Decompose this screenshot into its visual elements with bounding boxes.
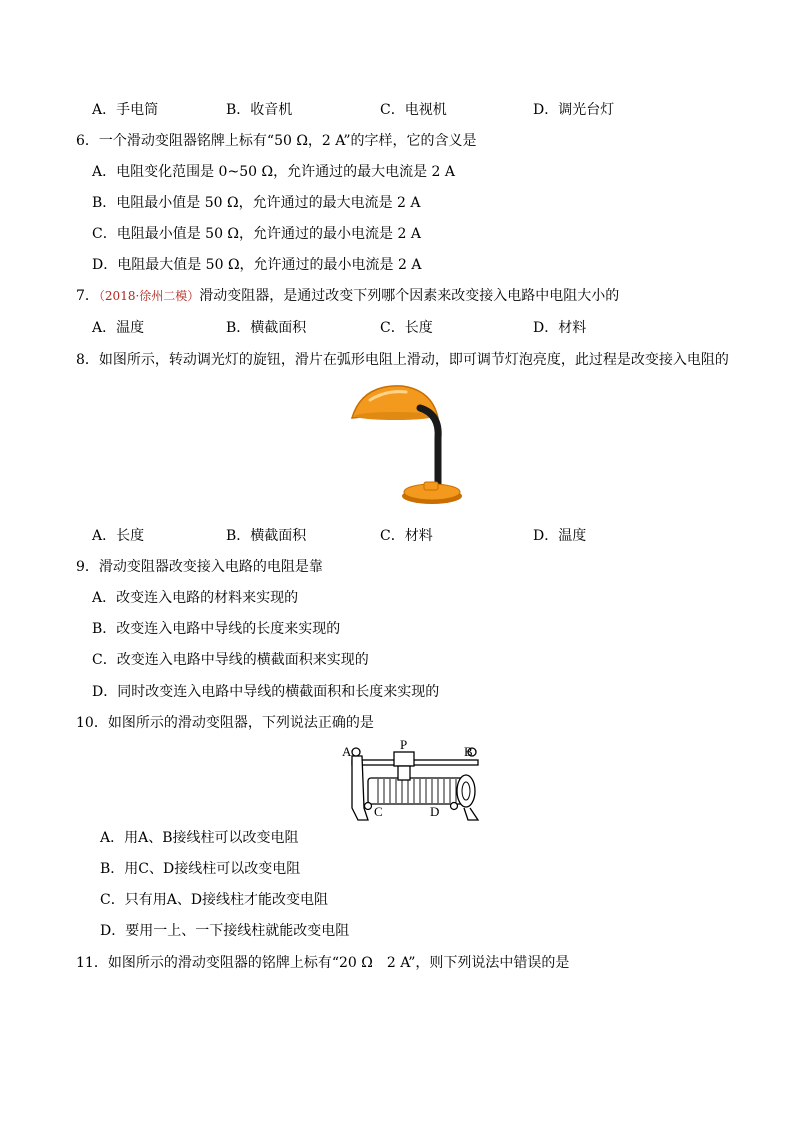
label-d: D xyxy=(430,804,440,819)
q9-option-c: C．改变连入电路中导线的横截面积来实现的 xyxy=(92,652,369,668)
q10-stem: 10．如图所示的滑动变阻器，下列说法正确的是 xyxy=(76,715,374,731)
q9-option-b: B．改变连入电路中导线的长度来实现的 xyxy=(92,621,341,637)
q10-option-d: D．要用一上、一下接线柱就能改变电阻 xyxy=(100,923,350,939)
q10-option-a: A．用A、B接线柱可以改变电阻 xyxy=(100,830,299,846)
q5-option-d: D．调光台灯 xyxy=(533,102,615,118)
q11-stem: 11．如图所示的滑动变阻器的铭牌上标有“20 Ω 2 A”，则下列说法中错误的是 xyxy=(76,955,570,971)
label-p: P xyxy=(400,738,408,752)
slider-p xyxy=(394,752,414,766)
q8-stem: 8．如图所示，转动调光灯的旋钮，滑片在弧形电阻上滑动，即可调节灯泡亮度，此过程是改变接入电阻的 xyxy=(76,352,729,368)
q6-stem: 6．一个滑动变阻器铭牌上标有“50 Ω，2 A”的字样，它的含义是 xyxy=(76,133,477,149)
terminal-d-knob xyxy=(451,803,458,810)
terminal-a-knob xyxy=(352,748,360,756)
q6-option-d: D．电阻最大值是 50 Ω，允许通过的最小电流是 2 A xyxy=(92,257,422,273)
q7-option-d: D．材料 xyxy=(533,320,587,336)
q8-option-c: C．材料 xyxy=(380,528,433,544)
q7-text: 滑动变阻器，是通过改变下列哪个因素来改变接入电路中电阻大小的 xyxy=(199,288,620,304)
q7-number: 7． xyxy=(76,288,99,304)
q5-option-b: B．收音机 xyxy=(226,102,293,118)
q8-option-b: B．横截面积 xyxy=(226,528,307,544)
lamp-shade-rim xyxy=(355,412,435,420)
q8-option-a: A．长度 xyxy=(92,528,145,544)
label-c: C xyxy=(374,804,383,819)
label-b: B xyxy=(464,744,473,759)
label-a: A xyxy=(342,744,352,759)
q5-option-c: C．电视机 xyxy=(380,102,447,118)
q7-option-a: A．温度 xyxy=(92,320,145,336)
q6-option-a: A．电阻变化范围是 0~50 Ω，允许通过的最大电流是 2 A xyxy=(92,164,455,180)
q9-option-d: D．同时改变连入电路中导线的横截面积和长度来实现的 xyxy=(92,684,440,700)
q10-option-c: C．只有用A、D接线柱才能改变电阻 xyxy=(100,892,329,908)
slider-contact xyxy=(398,766,410,780)
q7-stem xyxy=(76,287,619,305)
q6-option-c: C．电阻最小值是 50 Ω，允许通过的最小电流是 2 A xyxy=(92,226,421,242)
q7-option-c: C．长度 xyxy=(380,320,433,336)
q10-option-b: B．用C、D接线柱可以改变电阻 xyxy=(100,861,301,877)
q8-option-d: D．温度 xyxy=(533,528,587,544)
sliding-rheostat-figure xyxy=(338,738,486,826)
terminal-c-knob xyxy=(365,803,372,810)
q7-source-tag: （2018·徐州二模） xyxy=(98,289,200,303)
lamp-knob xyxy=(424,482,438,490)
q5-option-a: A．手电筒 xyxy=(92,102,159,118)
metal-rod xyxy=(352,760,478,765)
q9-stem: 9．滑动变阻器改变接入电路的电阻是靠 xyxy=(76,559,323,575)
lamp-neck xyxy=(420,408,438,490)
q9-option-a: A．改变连入电路的材料来实现的 xyxy=(92,590,299,606)
q6-option-b: B．电阻最小值是 50 Ω，允许通过的最大电流是 2 A xyxy=(92,195,421,211)
desk-lamp-figure xyxy=(340,378,470,508)
right-end-ring xyxy=(462,782,470,800)
q7-option-b: B．横截面积 xyxy=(226,320,307,336)
coil-cylinder xyxy=(368,778,468,804)
right-foot xyxy=(464,808,478,820)
